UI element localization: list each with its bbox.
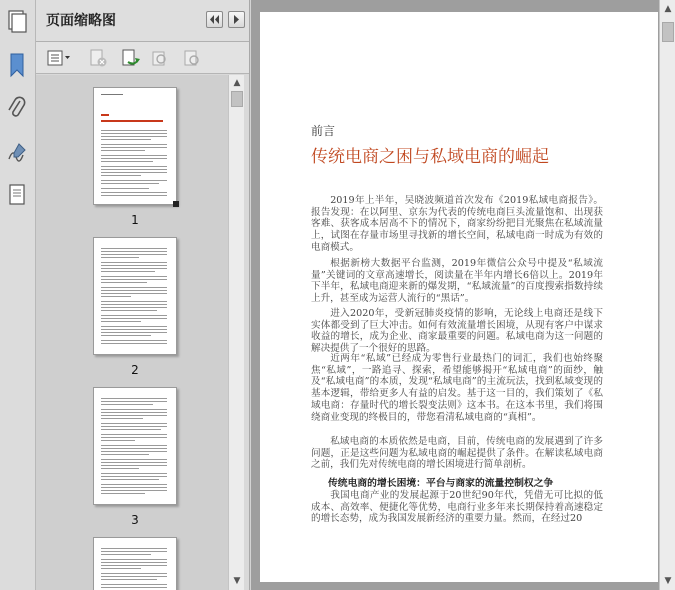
paragraph-4: 近两年“私域”已经成为零售行业最热门的词汇，我们也始终聚焦“私域”，一路追寻、探索，希望能够揭开“私域电商”的面纱，触及“私域电商”的本质，发现“私域电商”的主流玩法，找到私域变现的基本逻辑，带给更多人有益的启发。基于这一目的，我们策划了《私域电商：存量时代的增长裂变法则》这本书。在这本书里，我们将围绕商业变现的终极目的，带您看清私域电商的“真相”。 — [311, 353, 603, 423]
signature-icon[interactable] — [6, 140, 28, 166]
scroll-up-arrow-icon[interactable]: ▲ — [233, 78, 241, 88]
thumbnail-label-1: 1 — [131, 213, 139, 227]
copy-page-icon — [182, 48, 202, 68]
paragraph-5: 私域电商的本质依然是电商，目前，传统电商的发展遇到了许多问题，正是这些问题为私域电商的崛起提供了条件。在解读私域电商之前，我们先对传统电商的增长困境进行简单剖析。 — [311, 436, 603, 471]
paragraph-2: 根据新榜大数据平台监测，2019年微信公众号中提及“私域流量”关键词的文章高速增长，阅读量在半年内增长6倍以上。2019年下半年，私域电商迎来新的爆发期，“私域流量”的百度搜索指数持续上升，甚至成为运营人流行的“黑话”。 — [311, 258, 603, 305]
thumbnail-page-2[interactable] — [93, 237, 177, 355]
scroll-down-arrow-icon[interactable]: ▼ — [233, 576, 241, 586]
expand-panel-button[interactable] — [228, 11, 245, 28]
delete-page-button[interactable] — [88, 48, 108, 68]
bookmark-icon[interactable] — [6, 52, 28, 78]
attachment-icon[interactable] — [6, 96, 28, 122]
thumbnail-options-button[interactable] — [46, 48, 72, 68]
document-page — [260, 12, 658, 582]
print-page-icon — [150, 48, 170, 68]
panel-header — [36, 0, 249, 42]
thumbnail-scrollbar[interactable] — [228, 75, 244, 590]
page-subtitle: 前言 — [311, 124, 336, 138]
thumbnail-label-2: 2 — [131, 363, 139, 377]
page-thumbnails-panel — [36, 0, 250, 590]
page-title: 传统电商之困与私域电商的崛起 — [311, 147, 549, 167]
thumbnail-toolbar — [36, 42, 249, 74]
thumbnail-options-icon — [46, 48, 72, 68]
rotate-page-icon — [120, 48, 142, 68]
copy-page-button[interactable] — [182, 48, 202, 68]
document-view — [251, 0, 659, 590]
collapse-panel-button[interactable] — [206, 11, 223, 28]
delete-page-icon — [88, 48, 108, 68]
section-heading: 传统电商的增长困境：平台与商家的流量控制权之争 — [328, 478, 554, 489]
paragraph-6: 我国电商产业的发展起源于20世纪90年代，凭借无可比拟的低成本、高效率、便捷化等优势，电商行业多年来长期保持着高速稳定的增长态势，成为我国发展新经济的重要力量。然而，在经过20 — [311, 490, 603, 525]
scrollbar-thumb[interactable] — [662, 22, 674, 42]
paragraph-3: 进入2020年，受新冠肺炎疫情的影响，无论线上电商还是线下实体都受到了巨大冲击。如何有效流量增长困境，从现有客户中谋求收益的增长，成为企业、商家最重要的问题。私域电商为这一问题的解决提供了一个很好的思路。 — [311, 308, 603, 355]
scroll-up-arrow-icon[interactable]: ▲ — [664, 4, 672, 14]
paragraph-1: 2019年上半年，吴晓波频道首次发布《2019私域电商报告》。报告发现：在以阿里、京东为代表的传统电商巨头流量饱和、出现获客难、获客成本居高不下的情况下，商家纷纷把目光聚焦在私域流量上，试图在存量市场里寻找新的增长空间，私域电商一时成为有效的电商模式。 — [311, 195, 603, 253]
navigation-rail — [0, 0, 36, 590]
selection-handle — [173, 201, 179, 207]
right-arrow-icon — [229, 12, 244, 27]
print-page-button[interactable] — [150, 48, 170, 68]
thumbnail-page-4[interactable] — [93, 537, 177, 590]
thumbnail-label-3: 3 — [131, 513, 139, 527]
thumbnail-page-1[interactable] — [93, 87, 177, 205]
scrollbar-thumb[interactable] — [231, 91, 243, 107]
rotate-page-button[interactable] — [120, 48, 140, 68]
double-left-arrow-icon — [207, 12, 222, 27]
panel-title: 页面缩略图 — [46, 13, 116, 29]
thumbnail-list — [36, 75, 228, 590]
layers-icon[interactable] — [6, 182, 28, 208]
scroll-down-arrow-icon[interactable]: ▼ — [664, 576, 672, 586]
document-scrollbar[interactable] — [659, 0, 675, 590]
thumbnail-page-3[interactable] — [93, 387, 177, 505]
pages-icon[interactable] — [6, 8, 28, 34]
